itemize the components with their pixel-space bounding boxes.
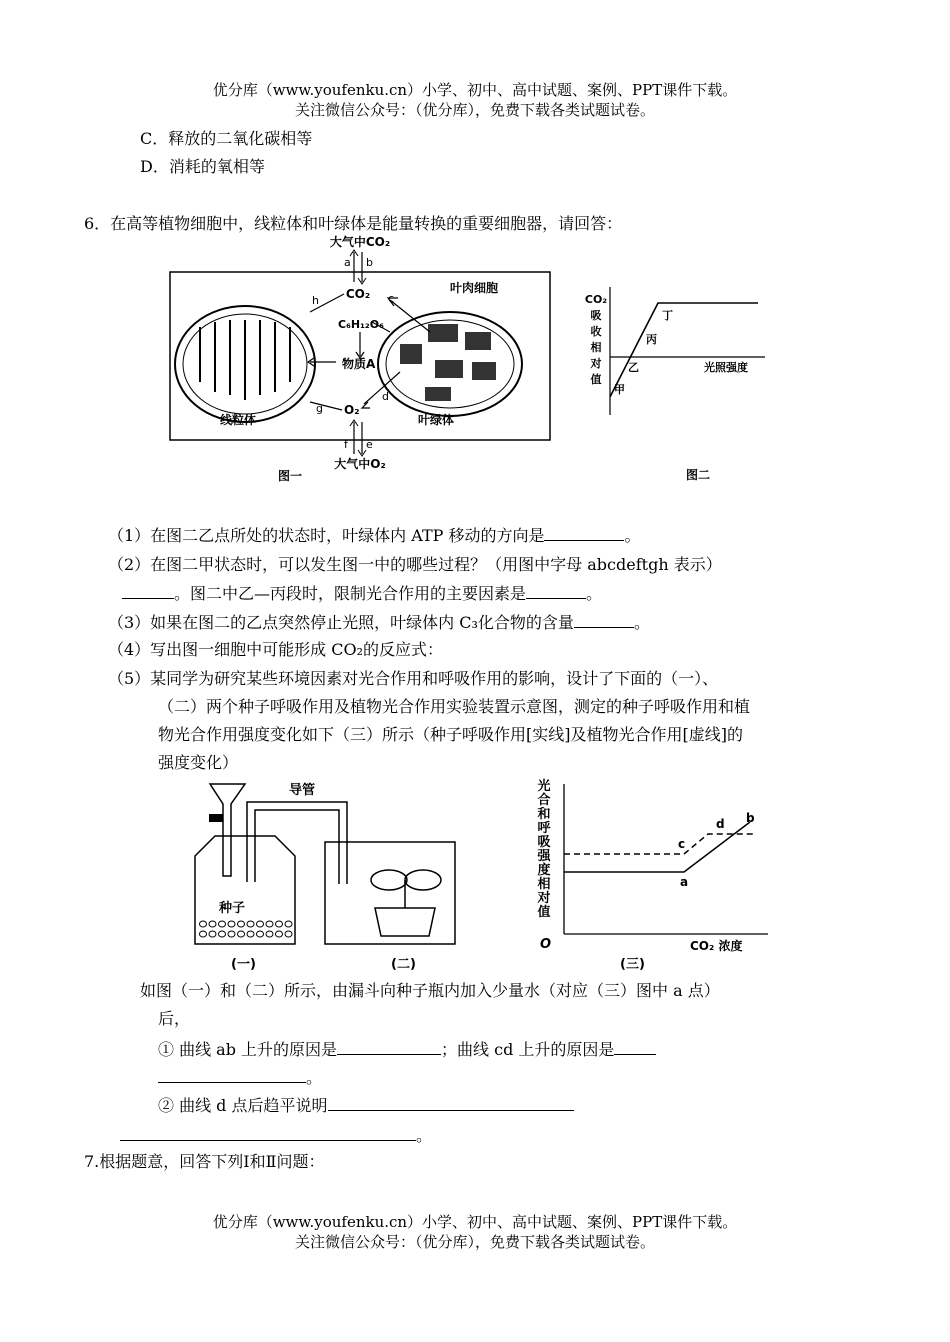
seed xyxy=(209,931,216,937)
fig1-chloro-label: 叶绿体 xyxy=(418,413,455,427)
ylabel-char: 对 xyxy=(590,357,602,370)
fig1-caption: 图一 xyxy=(278,469,303,483)
ylabel-char: 光 xyxy=(537,779,551,794)
ylabel-char: 值 xyxy=(537,905,551,920)
ylabel-char: 值 xyxy=(590,373,602,386)
footer-line-1: 优分库（www.youfenku.cn）小学、初中、高中试题、案例、PPT课件下载。 xyxy=(212,1213,738,1231)
tube-label: 导管 xyxy=(289,783,316,798)
label-e: e xyxy=(366,438,373,451)
follow-q1-cont: 。 xyxy=(158,1066,322,1089)
fig2-yi: 乙 xyxy=(628,361,639,374)
cap-2: (二) xyxy=(391,957,416,972)
fig2-curve xyxy=(610,303,758,397)
label-a: a xyxy=(344,256,351,269)
seed xyxy=(200,931,207,937)
q6-sub5-line1: （5）某同学为研究某些环境因素对光合作用和呼吸作用的影响，设计了下面的（一）、 xyxy=(108,669,719,688)
label-d: d xyxy=(382,390,389,403)
sub2-blank-1[interactable] xyxy=(122,582,174,599)
ylabel-char: 强 xyxy=(537,849,551,864)
label-b: b xyxy=(366,256,373,269)
seed xyxy=(238,931,245,937)
ylabel-char: 收 xyxy=(590,325,602,338)
header-line-1: 优分库（www.youfenku.cn）小学、初中、高中试题、案例、PPT课件下载。 xyxy=(212,81,738,99)
q6-sub5-line2: （二）两个种子呼吸作用及植物光合作用实验装置示意图，测定的种子呼吸作用和植 xyxy=(158,697,751,716)
fig1-substance-a: 物质A xyxy=(342,357,376,371)
fig1-co2: CO₂ xyxy=(345,287,371,301)
seed xyxy=(219,931,226,937)
seed xyxy=(266,931,273,937)
photosynthesis-curve xyxy=(564,834,754,854)
pot xyxy=(375,908,435,936)
q1-blank-3[interactable] xyxy=(158,1066,306,1083)
ylabel-char: 度 xyxy=(537,863,551,878)
pt-a: a xyxy=(680,875,689,889)
q2-blank-2[interactable] xyxy=(120,1124,416,1141)
ylabel-char: 对 xyxy=(537,891,551,906)
figure-1 xyxy=(160,232,560,492)
seed xyxy=(257,931,264,937)
seed xyxy=(209,921,216,927)
ylabel-char: 相 xyxy=(537,877,551,892)
follow-q2: ② 曲线 d 点后趋平说明 xyxy=(158,1094,574,1117)
q6-sub5-line4: 强度变化） xyxy=(158,753,239,772)
follow-q2-cont: 。 xyxy=(120,1124,432,1147)
sub1-blank[interactable] xyxy=(544,524,624,541)
label-c: c xyxy=(388,292,395,305)
follow-q1: ① 曲线 ab 上升的原因是 ；曲线 cd 上升的原因是 xyxy=(158,1038,656,1061)
header-line-2: 关注微信公众号：（优分库），免费下载各类试题试卷。 xyxy=(294,101,655,119)
pt-d: d xyxy=(716,817,725,831)
seed xyxy=(200,921,207,927)
sub3-blank[interactable] xyxy=(574,611,634,628)
label-f: f xyxy=(344,438,348,451)
fig3-ylabel xyxy=(536,778,551,920)
pt-c: c xyxy=(678,837,686,851)
fig1-atm-o2: 大气中O₂ xyxy=(334,457,386,471)
fig2-bing: 丙 xyxy=(646,333,657,346)
connecting-tube xyxy=(247,802,347,884)
seed xyxy=(228,921,235,927)
q6-sub2-b: 。图二中乙—丙段时，限制光合作用的主要因素是 。 xyxy=(122,582,602,605)
q1-blank-2[interactable] xyxy=(614,1038,656,1055)
figure-3-apparatus xyxy=(185,776,465,976)
q6-sub3: （3）如果在图二的乙点突然停止光照，叶绿体内 C₃化合物的含量 。 xyxy=(108,613,650,632)
seed xyxy=(285,921,292,927)
seed xyxy=(247,921,254,927)
fig1-glucose: C₆H₁₂O₆ xyxy=(338,318,384,331)
seed xyxy=(266,921,273,927)
label-h: h xyxy=(312,294,319,307)
seed xyxy=(276,921,283,927)
fig2-ylabel xyxy=(585,293,607,386)
cap-1: (一) xyxy=(231,957,256,972)
option-c: C．释放的二氧化碳相等 xyxy=(140,129,313,148)
fig1-atm-co2: 大气中CO₂ xyxy=(329,235,391,249)
label-g: g xyxy=(316,402,323,415)
plant-box xyxy=(325,842,455,944)
fig2-caption: 图二 xyxy=(686,468,711,482)
sub2-blank-2[interactable] xyxy=(526,582,586,599)
ylabel-char: 和 xyxy=(537,807,551,822)
q1-blank-1[interactable] xyxy=(337,1038,441,1055)
seed xyxy=(228,931,235,937)
follow-line2: 后， xyxy=(158,1009,191,1028)
q7-stem: 7.根据题意，回答下列Ⅰ和Ⅱ问题： xyxy=(84,1152,325,1171)
ylabel-char: 吸 xyxy=(590,309,602,322)
ylabel-char: 相 xyxy=(590,341,602,354)
q6-sub5-line3: 物光合作用强度变化如下（三）所示（种子呼吸作用[实线]及植物光合作用[虚线]的 xyxy=(158,725,743,744)
fig3-xlabel: CO₂ 浓度 xyxy=(690,939,743,953)
stopcock xyxy=(209,814,223,822)
seed xyxy=(219,921,226,927)
q6-sub4: （4）写出图一细胞中可能形成 CO₂的反应式： xyxy=(108,640,444,659)
q2-blank-1[interactable] xyxy=(328,1094,574,1111)
figure-3-graph xyxy=(528,776,778,976)
fig1-o2: O₂ xyxy=(344,403,360,417)
sub1-text: （1）在图二乙点所处的状态时，叶绿体内 ATP 移动的方向是 xyxy=(108,526,545,545)
funnel xyxy=(210,784,245,876)
pt-b: b xyxy=(746,811,755,825)
leaf-left xyxy=(371,870,407,890)
seed xyxy=(238,921,245,927)
leaf-right xyxy=(405,870,441,890)
fig3-origin: O xyxy=(540,937,552,952)
ylabel-char: 吸 xyxy=(537,835,551,850)
seed xyxy=(247,931,254,937)
seeds-label: 种子 xyxy=(219,901,246,916)
seed-dots xyxy=(200,921,293,937)
fig2-ding: 丁 xyxy=(662,309,673,322)
ylabel-char: 合 xyxy=(537,793,551,808)
seed xyxy=(285,931,292,937)
fig1-mito-label: 线粒体 xyxy=(220,413,257,427)
fig2-xlabel: 光照强度 xyxy=(704,361,748,374)
seed-jar xyxy=(195,836,295,944)
seed xyxy=(276,931,283,937)
ylabel-char: 呼 xyxy=(537,821,551,836)
q6-sub1: （1）在图二乙点所处的状态时，叶绿体内 ATP 移动的方向是 。 xyxy=(108,526,641,545)
seed xyxy=(257,921,264,927)
q6-stem: 6．在高等植物细胞中，线粒体和叶绿体是能量转换的重要细胞器，请回答： xyxy=(84,214,623,233)
fig2-jia: 甲 xyxy=(614,383,625,396)
follow-line1: 如图（一）和（二）所示，由漏斗向种子瓶内加入少量水（对应（三）图中 a 点） xyxy=(140,981,720,1000)
q6-sub2-a: （2）在图二甲状态时，可以发生图一中的哪些过程？（用图中字母 abcdeftgh 表示） xyxy=(108,555,722,574)
footer-line-2: 关注微信公众号：（优分库），免费下载各类试题试卷。 xyxy=(294,1233,655,1251)
fig1-cell-label: 叶肉细胞 xyxy=(450,281,499,295)
ylabel-char: CO₂ xyxy=(584,293,608,306)
cap-3: (三) xyxy=(620,957,645,972)
option-d: D．消耗的氧相等 xyxy=(140,157,265,176)
figure-2 xyxy=(580,285,780,485)
